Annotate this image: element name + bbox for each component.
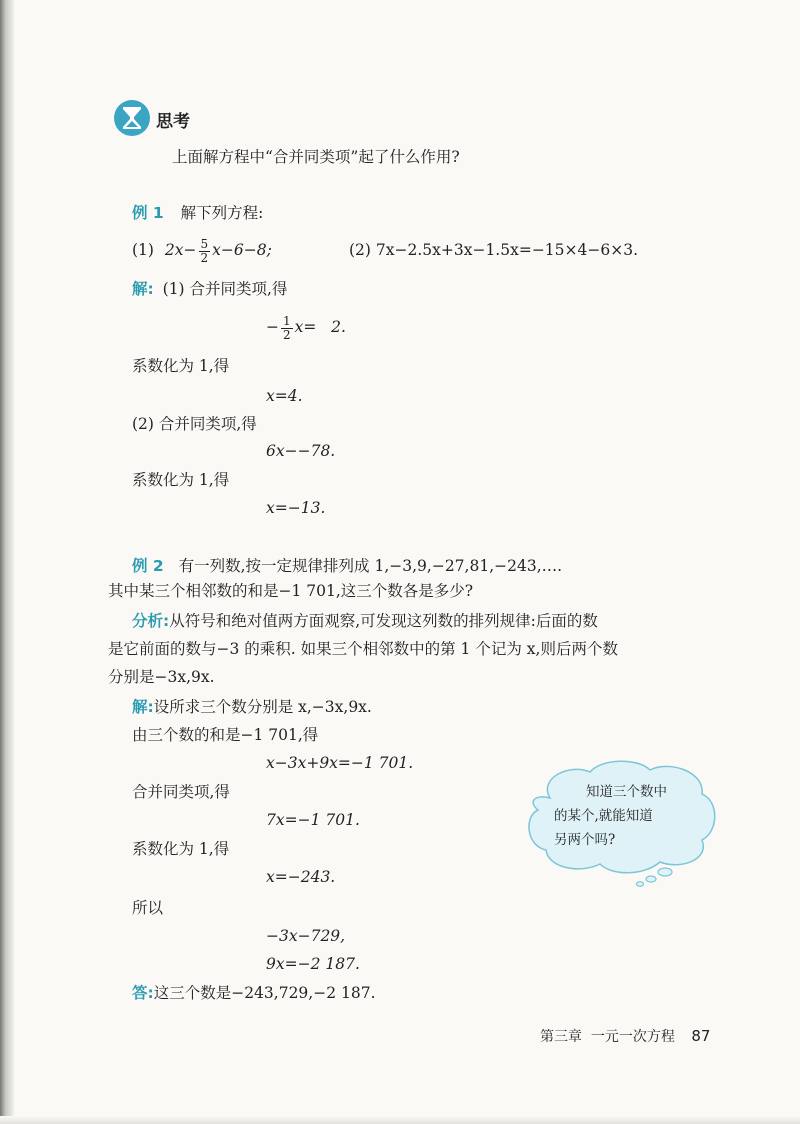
scan-edge-bottom [0, 1116, 800, 1124]
eq1-prefix: (1) [132, 241, 154, 259]
example1-equation-2: (2) 7x−2.5x+3x−1.5x=−15×4−6×3. [349, 241, 639, 259]
s1-coef: 系数化为 1,得 [132, 357, 230, 375]
s2-step: (2) 合并同类项,得 [132, 415, 257, 433]
hourglass-think-icon [110, 98, 154, 138]
thought-cloud [520, 758, 720, 888]
s2-coef: 系数化为 1,得 [132, 471, 230, 489]
example1-equation-1 [132, 236, 272, 265]
analysis-label: 分析: [132, 612, 170, 630]
eq-x: x=−243. [266, 868, 336, 886]
s1-eq-rest: x= 2. [294, 318, 346, 336]
answer-text: 这三个数是−243,729,−2 187. [153, 984, 376, 1002]
s2-result: x=−13. [266, 499, 326, 517]
example2-task-line1: 有一列数,按一定规律排列成 1,−3,9,−27,81,−243,…. [178, 557, 563, 575]
answer-line [132, 983, 376, 1003]
coef-text: 系数化为 1,得 [132, 840, 230, 858]
s1-frac-den: 2 [283, 327, 291, 342]
eq-sum: x−3x+9x=−1 701. [266, 754, 414, 772]
page-footer [540, 1026, 710, 1046]
example2-sol-line2: 由三个数的和是−1 701,得 [132, 726, 319, 744]
example2-solution-line1 [132, 697, 372, 717]
s2-equation: 6x−−78. [266, 442, 336, 460]
scan-edge [0, 0, 14, 1124]
example1-solution-step1 [132, 279, 287, 299]
s1-frac-sign: − [266, 318, 279, 336]
eq1-fraction [199, 238, 211, 265]
example1-label: 例 1 [132, 204, 164, 222]
so-text: 所以 [132, 899, 164, 917]
example2-solution-label: 解: [132, 698, 154, 716]
eq1-frac-num: 5 [200, 236, 209, 251]
solution-label: 解: [132, 280, 154, 298]
s1-frac-num: 1 [283, 313, 291, 328]
example2-line1 [132, 556, 562, 576]
example1-task: 解下列方程: [180, 204, 264, 222]
analysis-line3: 分别是−3x,9x. [108, 668, 215, 686]
eq1-part-b: x−6−8; [212, 241, 272, 259]
analysis-line2: 是它前面的数与−3 的乘积. 如果三个相邻数中的第 1 个记为 x,则后两个数 [108, 640, 618, 658]
answer-label: 答: [132, 984, 154, 1002]
eq1-part-a: 2x− [164, 241, 197, 259]
eq-9x: 9x=−2 187. [266, 955, 360, 973]
s1-fraction [281, 315, 293, 342]
eq-neg3x: −3x−729, [266, 927, 346, 945]
cloud-line1: 知道三个数中 [586, 784, 667, 800]
chapter-title: 第三章 一元一次方程 [540, 1029, 675, 1045]
cloud-line3: 另两个吗? [554, 832, 616, 848]
eq1-frac-den: 2 [200, 250, 209, 265]
example2-label: 例 2 [132, 557, 164, 575]
s1-equation [266, 312, 346, 342]
cloud-line2: 的某个,就能知道 [554, 808, 653, 824]
example2-sol-text1: 设所求三个数分别是 x,−3x,9x. [153, 698, 372, 716]
eq-combined: 7x=−1 701. [266, 811, 360, 829]
example1-header [132, 203, 263, 223]
s1-step: (1) 合并同类项,得 [162, 280, 288, 298]
page-number: 87 [691, 1027, 711, 1045]
combine-text: 合并同类项,得 [132, 783, 230, 801]
s1-result: x=4. [266, 387, 303, 405]
analysis-text1: 从符号和绝对值两方面观察,可发现这列数的排列规律:后面的数 [169, 612, 598, 630]
think-question: 上面解方程中“合并同类项”起了什么作用? [172, 148, 460, 166]
analysis-line1 [132, 611, 598, 631]
example2-task-line2: 其中某三个相邻数的和是−1 701,这三个数各是多少? [108, 582, 474, 600]
think-title: 思考 [156, 112, 190, 132]
